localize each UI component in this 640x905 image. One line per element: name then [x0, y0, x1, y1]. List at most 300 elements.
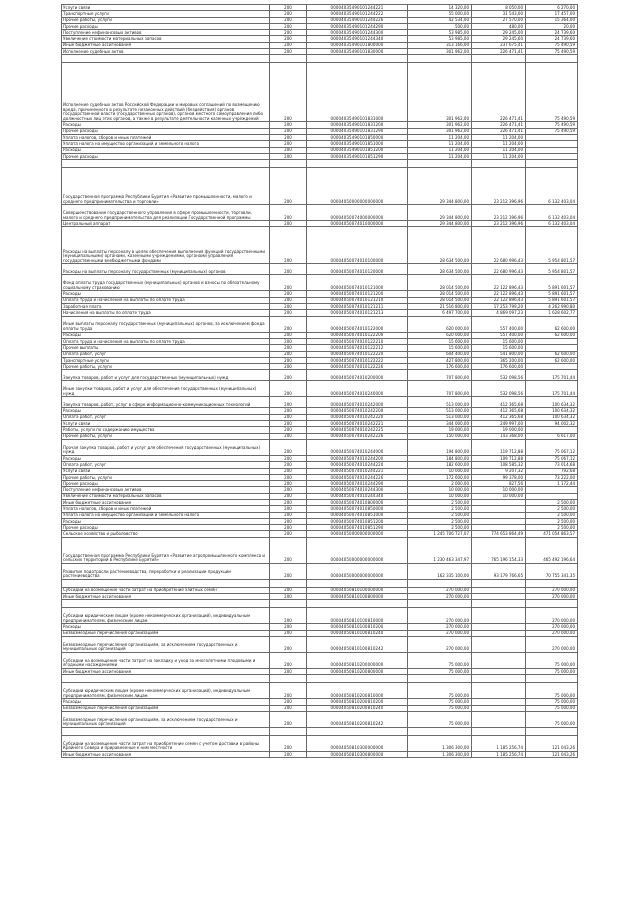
table-row	[62, 275, 578, 291]
classification-code: 00004050810100800000	[307, 594, 408, 600]
line-item-name	[62, 675, 270, 683]
line-item-name: Прочие расходы	[62, 481, 270, 487]
approved-amount: 270 000,00	[408, 608, 472, 624]
line-code: 200	[270, 36, 307, 42]
executed-amount	[472, 160, 526, 168]
classification-code: 00004050810200800000	[307, 668, 408, 674]
line-code: 200	[270, 587, 307, 593]
approved-amount: 28 014 500,00	[408, 275, 472, 291]
approved-amount: 28 634 500,00	[408, 227, 472, 264]
line-item-name: Субсидии юридическим лицам (кроме некоммерческих организаций), индивидуальным предпринимателям, физическим лицам	[62, 608, 270, 624]
table-row	[62, 55, 578, 63]
approved-amount: 301 962,00	[408, 63, 472, 122]
line-item-name: Оплата труда и начисления на выплаты по оплате труда	[62, 297, 270, 303]
line-item-name: Заработная плата	[62, 304, 270, 310]
line-item-name: Прочая закупка товаров, работ и услуг для обеспечения государственных (муниципальных) нужд	[62, 439, 270, 455]
approved-amount	[408, 55, 472, 63]
approved-amount: 150 000,00	[408, 433, 472, 439]
unexecuted-amount: 100 634,32	[526, 408, 578, 414]
line-code: 200	[270, 525, 307, 531]
approved-amount	[408, 160, 472, 168]
approved-amount: 427 800,00	[408, 357, 472, 363]
classification-code: 00004050074010121210	[307, 297, 408, 303]
line-item-name: Прочие расходы	[62, 128, 270, 134]
executed-amount: 557 400,00	[472, 332, 526, 338]
unexecuted-amount: 24 739,60	[526, 36, 578, 42]
executed-amount: 22 122 896,43	[472, 291, 526, 297]
table-row	[62, 636, 578, 652]
table-row	[62, 316, 578, 332]
executed-amount	[472, 652, 526, 668]
line-code: 200	[270, 683, 307, 699]
line-item-name	[62, 600, 270, 608]
executed-amount: 557 400,00	[472, 316, 526, 332]
approved-amount: 194 800,00	[408, 439, 472, 455]
classification-code: 00004050810100000000	[307, 587, 408, 593]
executed-amount: 249 997,00	[472, 421, 526, 427]
line-item-name: Субсидии на возмещение части затрат на приобретение семян с учетом доставки в районы Крайнего Севера и приравненные к ним местности	[62, 735, 270, 751]
unexecuted-amount: 62 600,00	[526, 332, 578, 338]
unexecuted-amount: 4 262 990,80	[526, 304, 578, 310]
approved-amount: 513 000,00	[408, 397, 472, 408]
line-code: 200	[270, 134, 307, 140]
line-item-name: Расходы	[62, 624, 270, 630]
unexecuted-amount: 270 000,00	[526, 636, 578, 652]
unexecuted-amount: 175 701,44	[526, 381, 578, 397]
table-row	[62, 439, 578, 455]
line-code: 200	[270, 5, 307, 11]
approved-amount: 15 600,00	[408, 345, 472, 351]
unexecuted-amount: 270 000,00	[526, 594, 578, 600]
approved-amount: 29 344 800,00	[408, 205, 472, 221]
line-code: 200	[270, 711, 307, 727]
approved-amount: 301 962,00	[408, 128, 472, 134]
line-code: 200	[270, 493, 307, 499]
executed-amount: 8 050,00	[472, 5, 526, 11]
classification-code: 00004050810300000000	[307, 735, 408, 751]
executed-amount: 412 365,68	[472, 408, 526, 414]
line-code: 200	[270, 128, 307, 134]
executed-amount: 827,56	[472, 481, 526, 487]
unexecuted-amount: 270 000,00	[526, 624, 578, 630]
line-item-name: Услуги связи	[62, 421, 270, 427]
approved-amount: 53 985,00	[408, 30, 472, 36]
unexecuted-amount: 5 891 601,57	[526, 297, 578, 303]
line-code: 200	[270, 168, 307, 205]
line-code: 200	[270, 531, 307, 537]
classification-code: 00004050810200000000	[307, 652, 408, 668]
approved-amount: 2 500,00	[408, 512, 472, 518]
classification-code: 00004035490101244221	[307, 5, 408, 11]
line-item-name: Сельское хозяйство и рыболовство	[62, 531, 270, 537]
executed-amount: 27 570,00	[472, 17, 526, 23]
line-item-name	[62, 579, 270, 587]
table-row	[62, 160, 578, 168]
classification-code: 00004050074010121213	[307, 310, 408, 316]
line-item-name: Субсидии на возмещение части затрат на приобретение элитных семян	[62, 587, 270, 593]
classification-code: 00004050074010851000	[307, 512, 408, 518]
classification-code	[307, 579, 408, 587]
executed-amount: 15 600,00	[472, 345, 526, 351]
classification-code: 00004050810100810000	[307, 608, 408, 624]
line-code: 200	[270, 122, 307, 128]
line-code: 200	[270, 316, 307, 332]
unexecuted-amount: 6 270,00	[526, 5, 578, 11]
classification-code: 00004050074010120000	[307, 264, 408, 275]
executed-amount	[472, 55, 526, 63]
approved-amount: 28 014 500,00	[408, 297, 472, 303]
line-code: 200	[270, 381, 307, 397]
classification-code: 00004050074010242220	[307, 414, 408, 420]
line-code: 200	[270, 338, 307, 344]
line-code: 200	[270, 11, 307, 17]
unexecuted-amount: 270 000,00	[526, 630, 578, 636]
approved-amount: 620 000,00	[408, 332, 472, 338]
unexecuted-amount: 75 000,00	[526, 668, 578, 674]
executed-amount: 541 800,00	[472, 351, 526, 357]
executed-amount: 23 212 396,96	[472, 205, 526, 221]
line-code: 200	[270, 462, 307, 468]
approved-amount: 2 000,00	[408, 481, 472, 487]
line-code: 200	[270, 563, 307, 579]
line-code: 200	[270, 499, 307, 505]
line-code: 200	[270, 304, 307, 310]
classification-code: 00004050074010244340	[307, 493, 408, 499]
classification-code: 00004050074010851200	[307, 518, 408, 524]
line-code: 200	[270, 42, 307, 48]
classification-code	[307, 727, 408, 735]
approved-amount: 15 600,00	[408, 338, 472, 344]
line-item-name: Уплата налогов, сборов и иных платежей	[62, 134, 270, 140]
classification-code: 00004050074010242226	[307, 433, 408, 439]
line-item-name: Расходы на выплаты персоналу в целях обеспечения выполнения функций государственными (муниципальными) органами, казенными учреждениями, органами управления государственными внебюджетными фондами	[62, 227, 270, 264]
unexecuted-amount: 465 492 196,64	[526, 537, 578, 563]
classification-code: 00004050074010244300	[307, 487, 408, 493]
line-code: 200	[270, 275, 307, 291]
line-item-name: Прочие расходы	[62, 153, 270, 159]
table-row	[62, 683, 578, 699]
line-item-name: Субсидии юридическим лицам (кроме некоммерческих организаций), индивидуальным предпринимателям, физическим лицам	[62, 683, 270, 699]
classification-code: 00004050074010122220	[307, 351, 408, 357]
unexecuted-amount	[526, 55, 578, 63]
line-item-name: Прочие работы, услуги	[62, 17, 270, 23]
classification-code: 00004035490101244226	[307, 17, 408, 23]
line-code: 200	[270, 408, 307, 414]
line-code: 200	[270, 594, 307, 600]
classification-code	[307, 160, 408, 168]
classification-code: 00004050074010800000	[307, 499, 408, 505]
line-code: 200	[270, 351, 307, 357]
classification-code	[307, 600, 408, 608]
executed-amount	[472, 600, 526, 608]
unexecuted-amount: 100 634,32	[526, 414, 578, 420]
line-code	[270, 579, 307, 587]
classification-code: 00004050810100810200	[307, 624, 408, 630]
line-code: 200	[270, 518, 307, 524]
approved-amount: 1 306 300,00	[408, 751, 472, 757]
line-item-name: Государственная программа Республики Бурятия «Развитие агропромышленного комплекса и сельских территорий в Республике Бурятия»	[62, 537, 270, 563]
line-code: 200	[270, 264, 307, 275]
line-code: 200	[270, 427, 307, 433]
approved-amount: 11 204,00	[408, 147, 472, 153]
unexecuted-amount: 24 739,60	[526, 30, 578, 36]
line-item-name: Уплата налогов, сборов и иных платежей	[62, 506, 270, 512]
classification-code: 00004050074010121200	[307, 291, 408, 297]
line-item-name: Субсидии на возмещение части затрат на закладку и уход за многолетними плодовыми и ягодными насаждениями	[62, 652, 270, 668]
classification-code: 00004050074010240000	[307, 381, 408, 397]
classification-code: 00004050074010122200	[307, 332, 408, 338]
unexecuted-amount: 1 628 602,77	[526, 310, 578, 316]
unexecuted-amount: 792,68	[526, 468, 578, 474]
line-code: 200	[270, 49, 307, 55]
expenditure-rows	[62, 5, 578, 758]
classification-code: 00004035490101244300	[307, 30, 408, 36]
line-item-name: Прочие расходы	[62, 525, 270, 531]
line-code	[270, 600, 307, 608]
line-code: 200	[270, 357, 307, 363]
line-item-name: Расходы	[62, 518, 270, 524]
line-item-name: Совершенствование государственного управления в сфере промышленности, торговли, малого и среднего предпринимательства для реализации Государственной программы	[62, 205, 270, 221]
classification-code: 00004050074010244290	[307, 481, 408, 487]
unexecuted-amount: 17 457,00	[526, 11, 578, 17]
line-item-name: Расходы на выплаты персоналу государственных (муниципальных) органов	[62, 264, 270, 275]
line-item-name: Иные бюджетные ассигнования	[62, 751, 270, 757]
approved-amount: 10 000,00	[408, 487, 472, 493]
approved-amount: 313 166,00	[408, 42, 472, 48]
unexecuted-amount: 62 600,00	[526, 357, 578, 363]
classification-code: 00004050074010122212	[307, 345, 408, 351]
approved-amount: 176 600,00	[408, 364, 472, 370]
table-row	[62, 397, 578, 408]
executed-amount: 99 378,00	[472, 474, 526, 480]
classification-code: 00004050074010121000	[307, 275, 408, 291]
classification-code: 00004035490101851290	[307, 153, 408, 159]
approved-amount: 28 634 500,00	[408, 264, 472, 275]
approved-amount: 11 204,00	[408, 134, 472, 140]
classification-code: 00004035490101244290	[307, 23, 408, 29]
line-code: 200	[270, 468, 307, 474]
executed-amount	[472, 579, 526, 587]
approved-amount: 2 500,00	[408, 518, 472, 524]
table-row	[62, 652, 578, 668]
expenditure-table	[61, 4, 578, 758]
executed-amount: 226 471,41	[472, 128, 526, 134]
unexecuted-amount: 6 132 403,04	[526, 168, 578, 205]
approved-amount: 29 344 800,00	[408, 168, 472, 205]
unexecuted-amount	[526, 579, 578, 587]
line-code: 200	[270, 487, 307, 493]
classification-code: 00004050810100810242	[307, 636, 408, 652]
line-code: 200	[270, 537, 307, 563]
unexecuted-amount	[526, 160, 578, 168]
approved-amount: 513 000,00	[408, 408, 472, 414]
unexecuted-amount: 2 500,00	[526, 518, 578, 524]
approved-amount: 1 245 706 727,07	[408, 531, 472, 537]
line-code: 200	[270, 310, 307, 316]
unexecuted-amount: 471 054 863,57	[526, 531, 578, 537]
approved-amount: 301 962,00	[408, 49, 472, 55]
approved-amount: 707 800,00	[408, 381, 472, 397]
classification-code: 00004035490101831290	[307, 128, 408, 134]
line-item-name: Оплата труда и начисления на выплаты по оплате труда	[62, 338, 270, 344]
line-item-name: Расходы	[62, 291, 270, 297]
unexecuted-amount: 75 490,59	[526, 128, 578, 134]
line-item-name: Работы, услуги по содержанию имущества	[62, 427, 270, 433]
unexecuted-amount: 5 891 601,57	[526, 275, 578, 291]
line-item-name: Прочие работы, услуги	[62, 364, 270, 370]
executed-amount: 10 000,00	[472, 487, 526, 493]
executed-amount: 108 585,32	[472, 462, 526, 468]
classification-code: 00004050810200810242	[307, 711, 408, 727]
executed-amount: 119 712,88	[472, 439, 526, 455]
executed-amount: 176 600,00	[472, 364, 526, 370]
classification-code: 00004035490101831000	[307, 63, 408, 122]
table-row	[62, 370, 578, 381]
approved-amount	[408, 727, 472, 735]
unexecuted-amount: 75 067,12	[526, 439, 578, 455]
classification-code: 00004050074000000000	[307, 205, 408, 221]
line-item-name	[62, 727, 270, 735]
classification-code: 00004050074010200000	[307, 370, 408, 381]
unexecuted-amount: 121 043,26	[526, 735, 578, 751]
line-code	[270, 160, 307, 168]
line-code: 200	[270, 512, 307, 518]
line-code: 200	[270, 30, 307, 36]
unexecuted-amount	[526, 675, 578, 683]
line-code	[270, 55, 307, 63]
classification-code: 00004050074010242200	[307, 408, 408, 414]
classification-code: 00004050000000000000	[307, 537, 408, 563]
executed-amount: 19 000,00	[472, 427, 526, 433]
executed-amount	[472, 727, 526, 735]
line-code: 200	[270, 17, 307, 23]
line-code: 200	[270, 414, 307, 420]
approved-amount	[408, 579, 472, 587]
executed-amount	[472, 608, 526, 624]
approved-amount: 270 000,00	[408, 636, 472, 652]
table-row	[62, 205, 578, 221]
approved-amount: 6 497 700,00	[408, 310, 472, 316]
executed-amount: 31 543,00	[472, 11, 526, 17]
executed-amount: 765 196 154,33	[472, 537, 526, 563]
line-item-name: Исполнение судебных актов Российской Федерации и мировых соглашений по возмещению вреда, причиненного в результате незаконных действий (бездействия) органов государственной власти (государственных органов), органов местного самоуправления либо должностных лиц этих органов, а также в результате деятельности казенных учреждений	[62, 63, 270, 122]
line-code: 200	[270, 608, 307, 624]
classification-code: 00004050074010244000	[307, 439, 408, 455]
classification-code: 00004035490101831200	[307, 122, 408, 128]
table-row	[62, 751, 578, 757]
executed-amount: 22 122 896,43	[472, 297, 526, 303]
line-code: 200	[270, 433, 307, 439]
classification-code: 00004050074010122000	[307, 316, 408, 332]
line-item-name: Прочие работы, услуги	[62, 474, 270, 480]
approved-amount: 301 962,00	[408, 122, 472, 128]
unexecuted-amount: 1 172,44	[526, 481, 578, 487]
line-item-name: Поступление нефинансовых активов	[62, 30, 270, 36]
table-row	[62, 579, 578, 587]
executed-amount: 412 365,68	[472, 414, 526, 420]
line-code: 200	[270, 735, 307, 751]
approved-amount: 604 400,00	[408, 351, 472, 357]
unexecuted-amount: 6 132 403,04	[526, 221, 578, 227]
unexecuted-amount: 5 954 801,57	[526, 264, 578, 275]
executed-amount: 1 185 256,74	[472, 735, 526, 751]
line-code: 200	[270, 291, 307, 297]
unexecuted-amount	[526, 600, 578, 608]
executed-amount: 4 869 097,23	[472, 310, 526, 316]
line-item-name: Уплата налога на имущество организаций и земельного налога	[62, 512, 270, 518]
line-code: 200	[270, 63, 307, 122]
line-code: 200	[270, 439, 307, 455]
executed-amount: 29 245,60	[472, 36, 526, 42]
classification-code: 00004035490101800000	[307, 42, 408, 48]
line-item-name: Транспортные услуги	[62, 357, 270, 363]
approved-amount: 1 230 463 347,97	[408, 537, 472, 563]
line-item-name: Иные закупки товаров, работ и услуг для обеспечения государственных (муниципальных) нужд	[62, 381, 270, 397]
executed-amount	[472, 683, 526, 699]
executed-amount: 226 471,41	[472, 122, 526, 128]
line-code: 200	[270, 624, 307, 630]
executed-amount: 109 712,88	[472, 455, 526, 461]
unexecuted-amount: 2 500,00	[526, 499, 578, 505]
unexecuted-amount: 73 222,00	[526, 474, 578, 480]
classification-code: 00004050074010242000	[307, 397, 408, 408]
line-code: 200	[270, 370, 307, 381]
approved-amount: 21 516 800,00	[408, 304, 472, 310]
unexecuted-amount: 75 490,59	[526, 122, 578, 128]
line-item-name: Безвозмездные перечисления организациям, за исключением государственных и муниципальных организаций	[62, 711, 270, 727]
approved-amount	[408, 600, 472, 608]
line-item-name: Безвозмездные перечисления организациям, за исключением государственных и муниципальных организаций	[62, 636, 270, 652]
approved-amount: 2 500,00	[408, 499, 472, 505]
executed-amount: 93 179 766,65	[472, 563, 526, 579]
classification-code: 00004035490101244340	[307, 36, 408, 42]
unexecuted-amount: 62 600,00	[526, 351, 578, 357]
classification-code: 00004050074010242221	[307, 421, 408, 427]
table-row	[62, 63, 578, 122]
classification-code: 00004050074010244220	[307, 462, 408, 468]
line-code: 200	[270, 332, 307, 338]
line-item-name: Услуги связи	[62, 5, 270, 11]
classification-code: 00004050000000000000	[307, 563, 408, 579]
approved-amount: 14 320,00	[408, 5, 472, 11]
classification-code: 00004050074010244226	[307, 474, 408, 480]
table-row	[62, 264, 578, 275]
line-item-name: Оплата работ, услуг	[62, 462, 270, 468]
unexecuted-amount: 75 490,59	[526, 49, 578, 55]
unexecuted-amount: 75 000,00	[526, 699, 578, 705]
table-row	[62, 711, 578, 727]
approved-amount: 182 600,00	[408, 462, 472, 468]
line-item-name: Увеличение стоимости материальных запасов	[62, 36, 270, 42]
classification-code	[307, 55, 408, 63]
unexecuted-amount: 75 067,12	[526, 455, 578, 461]
approved-amount: 75 000,00	[408, 668, 472, 674]
table-row	[62, 600, 578, 608]
line-item-name: Иные выплаты персоналу государственных (муниципальных) органов, за исключением фонда оплаты труда	[62, 316, 270, 332]
executed-amount: 22 680 996,43	[472, 264, 526, 275]
executed-amount: 22 680 996,43	[472, 227, 526, 264]
executed-amount: 11 204,00	[472, 153, 526, 159]
classification-code: 00004050074010122210	[307, 338, 408, 344]
classification-code: 00004050000000000000	[307, 168, 408, 205]
unexecuted-amount: 75 000,00	[526, 652, 578, 668]
classification-code: 00004050074010242225	[307, 427, 408, 433]
executed-amount: 480,00	[472, 23, 526, 29]
approved-amount: 270 000,00	[408, 587, 472, 593]
line-item-name: Транспортные услуги	[62, 11, 270, 17]
executed-amount: 774 653 864,49	[472, 531, 526, 537]
line-item-name: Иные бюджетные ассигнования	[62, 668, 270, 674]
